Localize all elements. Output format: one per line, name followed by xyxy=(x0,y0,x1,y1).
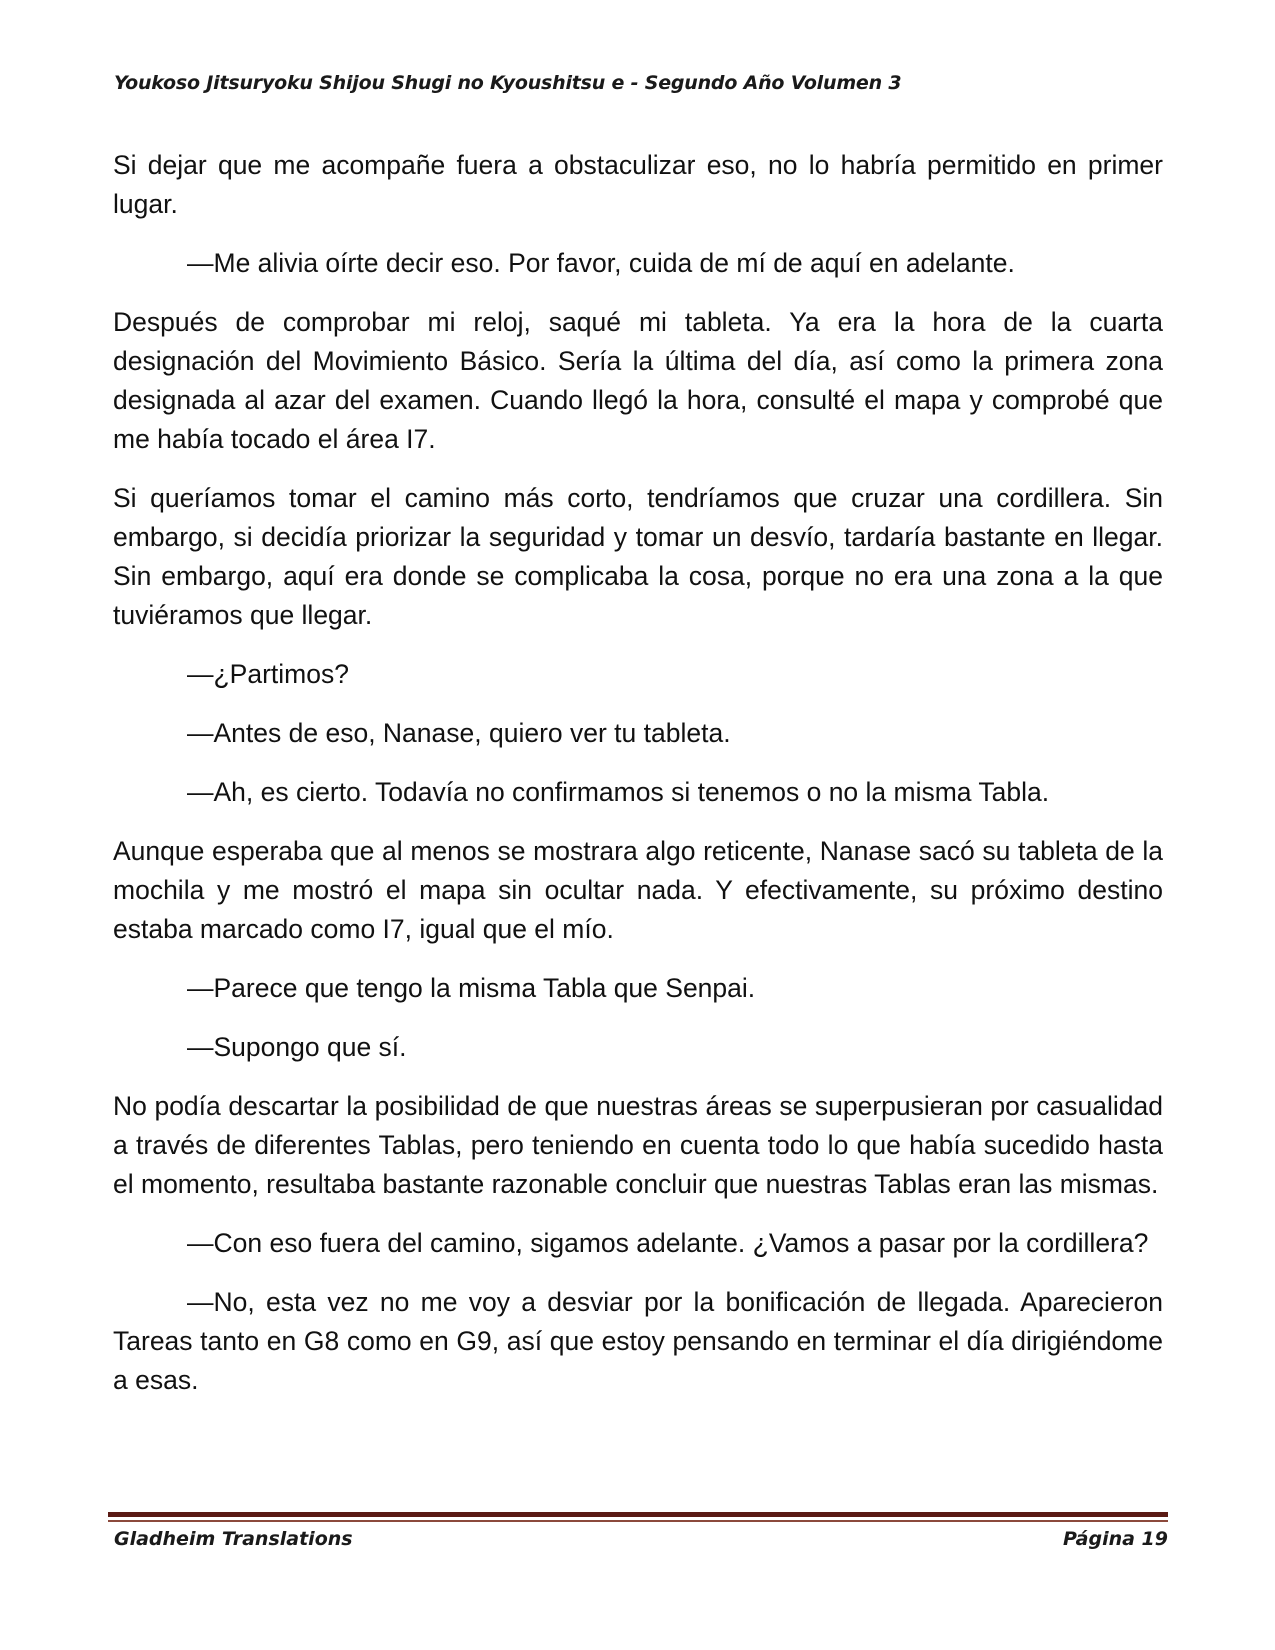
dialog-line: —¿Partimos? xyxy=(187,659,349,689)
paragraph: No podía descartar la posibilidad de que nuestras áreas se superpusieran por casualidad a través de diferentes Tablas, pero teniendo en cuenta todo lo que había sucedido hasta el momento, resultaba bastante razonable concluir que nuestras Tablas eran las mismas. xyxy=(113,1091,1163,1199)
dialog-line: —Ah, es cierto. Todavía no confirmamos si tenemos o no la misma Tabla. xyxy=(187,777,1050,807)
page-body xyxy=(113,146,1163,1420)
dialog-line: —Supongo que sí. xyxy=(187,1032,407,1062)
paragraph: Aunque esperaba que al menos se mostrara algo reticente, Nanase sacó su tableta de la mochila y me mostró el mapa sin ocultar nada. Y efectivamente, su próximo destino estaba marcado como I7, igual que el mío. xyxy=(113,836,1163,944)
paragraph: Después de comprobar mi reloj, saqué mi tableta. Ya era la hora de la cuarta designación del Movimiento Básico. Sería la última del día, así como la primera zona designada al azar del examen. Cuando llegó la hora, consulté el mapa y comprobé que me había tocado el área I7. xyxy=(113,307,1163,454)
page-header-title: Youkoso Jitsuryoku Shijou Shugi no Kyoushitsu e - Segundo Año Volumen 3 xyxy=(114,72,902,94)
dialog-line: —Me alivia oírte decir eso. Por favor, cuida de mí de aquí en adelante. xyxy=(187,248,1015,278)
dialog-line: —Antes de eso, Nanase, quiero ver tu tableta. xyxy=(187,718,731,748)
paragraph: Si queríamos tomar el camino más corto, tendríamos que cruzar una cordillera. Sin embargo, si decidía priorizar la seguridad y tomar un desvío, tardaría bastante en llegar. Sin embargo, aquí era donde se complicaba la cosa, porque no era una zona a la que tuviéramos que llegar. xyxy=(113,483,1163,630)
footer-translator: Gladheim Translations xyxy=(114,1528,353,1550)
footer-page-number: Página 19 xyxy=(1062,1528,1168,1550)
footer-divider-thin xyxy=(108,1520,1168,1522)
dialog-line: —Parece que tengo la misma Tabla que Senpai. xyxy=(187,973,756,1003)
footer-divider-thick xyxy=(108,1512,1168,1517)
dialog-line: —No, esta vez no me voy a desviar por la bonificación de llegada. Aparecieron Tareas tanto en G8 como en G9, así que estoy pensando en terminar el día dirigiéndome a esas. xyxy=(113,1287,1163,1395)
paragraph: Si dejar que me acompañe fuera a obstaculizar eso, no lo habría permitido en primer lugar. xyxy=(113,150,1163,219)
dialog-line: —Con eso fuera del camino, sigamos adelante. ¿Vamos a pasar por la cordillera? xyxy=(187,1228,1149,1258)
